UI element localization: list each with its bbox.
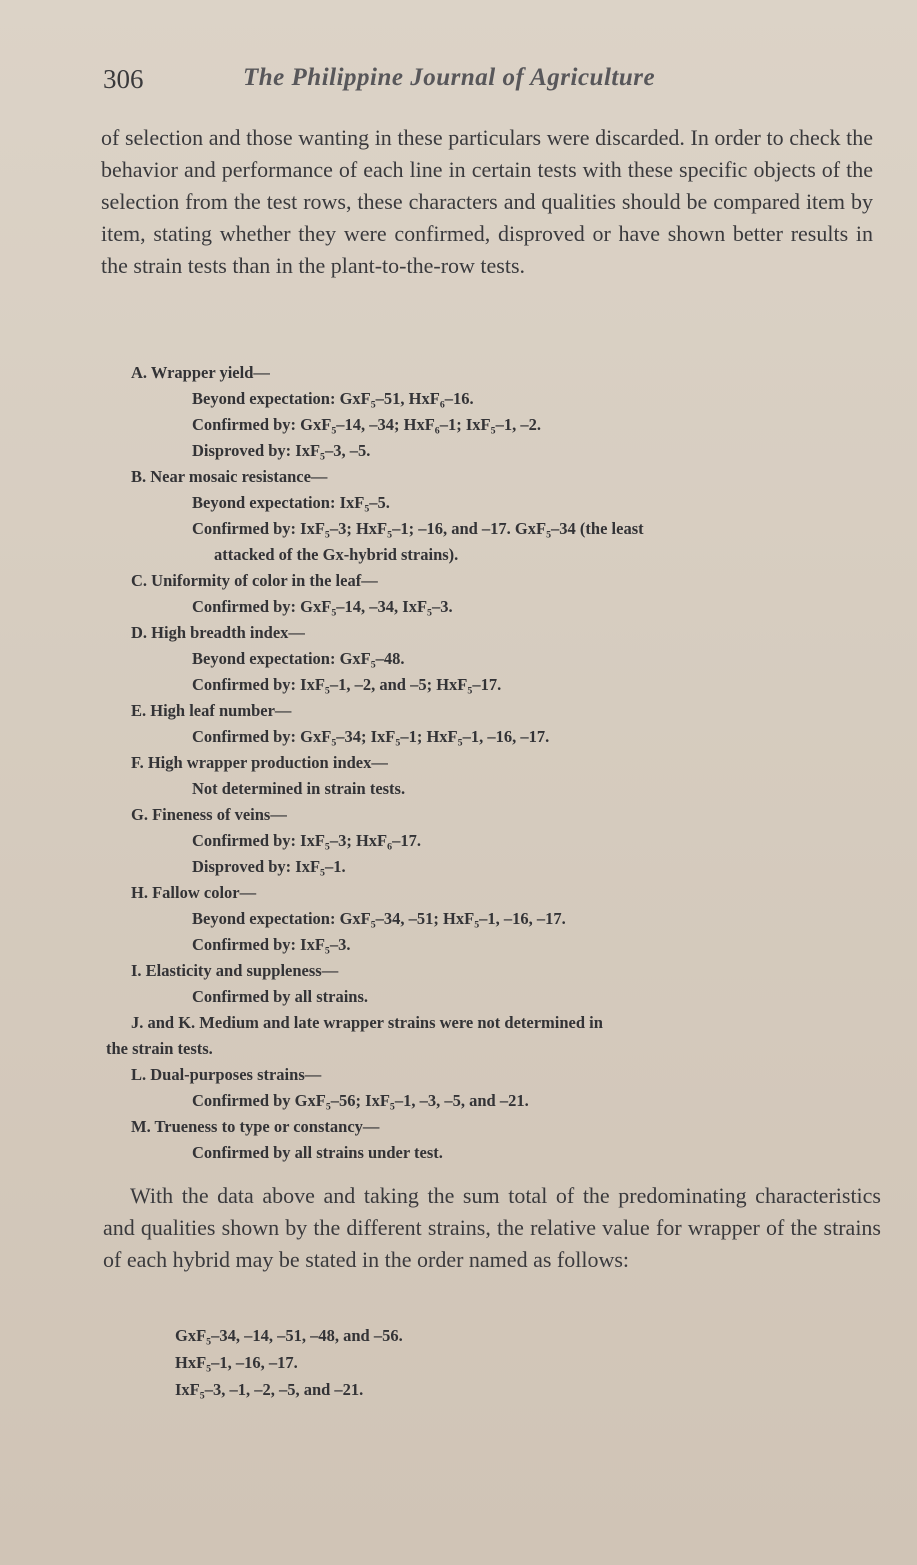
item-detail: Beyond expectation: IxF₅–5. [192, 493, 390, 512]
item-detail: Beyond expectation: GxF₅–34, –51; HxF₅–1, –16, –17. [192, 909, 566, 928]
strain-order-list [175, 1322, 775, 1403]
item-detail: Beyond expectation: GxF₅–48. [192, 649, 405, 668]
item-heading-jk-continuation: the strain tests. [106, 1039, 213, 1058]
closing-paragraph: With the data above and taking the sum total of the predominating characteristics and qualities shown by the different strains, the relative value for wrapper of the strains of each hybrid may be stated in the order named as follows: [103, 1183, 881, 1272]
item-heading: G. Fineness of veins— [131, 805, 287, 824]
item-detail: Confirmed by GxF₅–56; IxF₅–1, –3, –5, and –21. [192, 1091, 529, 1110]
item-heading: A. Wrapper yield— [131, 363, 270, 382]
intro-paragraph: of selection and those wanting in these particulars were discarded. In order to check the behavior and performance of each line in certain tests with these specific objects of the selection from the test rows, these characters and qualities should be compared item by item, stating whether they were confirmed, disproved or have shown better results in the strain tests than in the plant-to-the-row tests. [101, 125, 873, 278]
item-heading: H. Fallow color— [131, 883, 257, 902]
list-item [106, 698, 881, 750]
list-item [106, 1062, 881, 1114]
item-detail: Not determined in strain tests. [192, 779, 406, 798]
running-title: The Philippine Journal of Agriculture [243, 64, 656, 91]
list-item [106, 568, 881, 620]
list-item [106, 620, 881, 698]
item-heading: B. Near mosaic resistance— [131, 467, 328, 486]
list-item [106, 1010, 881, 1062]
list-item [106, 802, 881, 880]
item-detail: Beyond expectation: GxF₅–51, HxF₆–16. [192, 389, 474, 408]
item-detail-continuation: attacked of the Gx-hybrid strains). [214, 545, 459, 564]
item-heading: M. Trueness to type or constancy— [131, 1117, 380, 1136]
item-heading: F. High wrapper production index— [131, 753, 388, 772]
item-heading: I. Elasticity and suppleness— [131, 961, 339, 980]
list-item [106, 1114, 881, 1166]
list-item [106, 360, 881, 464]
list-item [106, 958, 881, 1010]
item-detail: Confirmed by all strains under test. [192, 1143, 443, 1162]
list-item [106, 880, 881, 958]
item-detail: Disproved by: IxF₅–1. [192, 857, 346, 876]
item-detail: Confirmed by: IxF₅–3; HxF₆–17. [192, 831, 421, 850]
item-detail: Confirmed by: GxF₅–34; IxF₅–1; HxF₅–1, –16, –17. [192, 727, 550, 746]
item-detail: Confirmed by: GxF₅–14, –34, IxF₅–3. [192, 597, 453, 616]
item-heading: E. High leaf number— [131, 701, 292, 720]
item-heading: D. High breadth index— [131, 623, 305, 642]
item-detail: Confirmed by all strains. [192, 987, 369, 1006]
list-item [106, 750, 881, 802]
item-heading: L. Dual-purposes strains— [131, 1065, 322, 1084]
item-detail: Disproved by: IxF₅–3, –5. [192, 441, 371, 460]
item-detail: Confirmed by: IxF₅–3. [192, 935, 351, 954]
strain-order-line: HxF₅–1, –16, –17. [175, 1353, 298, 1372]
strain-order-line: IxF₅–3, –1, –2, –5, and –21. [175, 1380, 364, 1399]
criteria-list [106, 360, 881, 1166]
item-detail: Confirmed by: GxF₅–14, –34; HxF₆–1; IxF₅–1, –2. [192, 415, 541, 434]
item-heading: C. Uniformity of color in the leaf— [131, 571, 378, 590]
list-item [106, 464, 881, 568]
item-detail: Confirmed by: IxF₅–3; HxF₅–1; –16, and –17. GxF₅–34 (the least [192, 519, 644, 538]
item-heading-jk: J. and K. Medium and late wrapper strains were not determined in [131, 1013, 603, 1032]
page-header [103, 64, 823, 104]
strain-order-line: GxF₅–34, –14, –51, –48, and –56. [175, 1326, 403, 1345]
page-number: 306 [103, 64, 144, 94]
item-detail: Confirmed by: IxF₅–1, –2, and –5; HxF₅–17. [192, 675, 502, 694]
